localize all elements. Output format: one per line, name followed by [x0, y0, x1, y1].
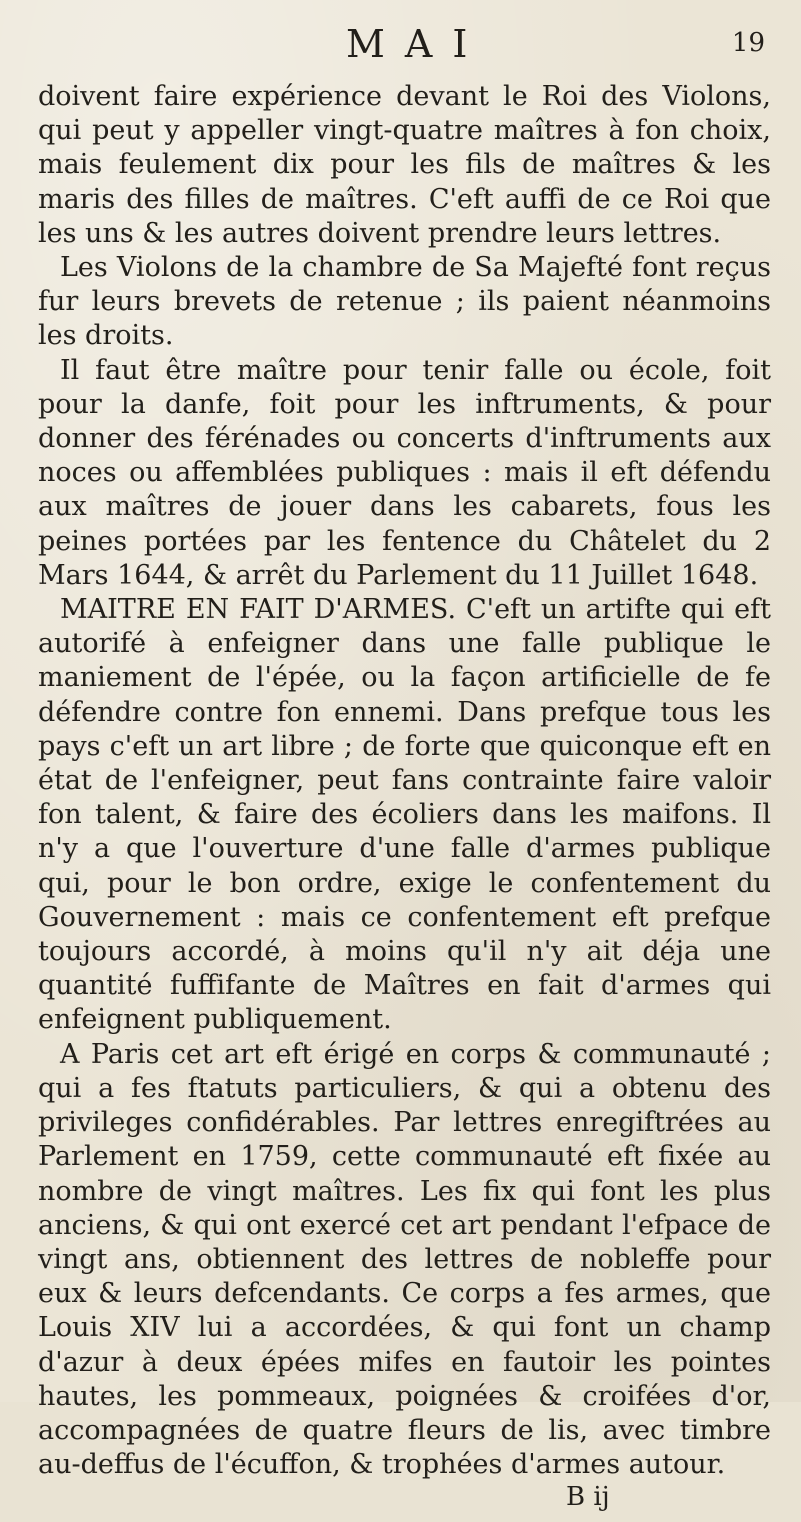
signature-mark: B ij: [566, 1482, 610, 1513]
paragraph-salle-ecole: Il faut être maître pour tenir falle ou école, foit pour la danfe, foit pour les inftruments, & pour donner des férénades ou concerts d'inftruments aux noces ou affemblées publiques : mais il eft défendu aux maîtres de jouer dans les cabarets, fous les peines portées par les fentence du Châtelet du 2 Mars 1644, & arrêt du Parlement du 11 Juillet 1648.: [38, 354, 771, 591]
paragraph-maitre-armes: MAITRE EN FAIT D'ARMES. C'eft un artifte qui eft autorifé à enfeigner dans une falle publique le maniement de l'épée, ou la façon artificielle de fe défendre contre fon ennemi. Dans prefque tous les pays c'eft un art libre ; de forte que quiconque eft en état de l'enfeigner, peut fans contrainte faire valoir fon talent, & faire des écoliers dans les maifons. Il n'y a que l'ouverture d'une falle d'armes publique qui, pour le bon ordre, exige le confentement du Gouvernement : mais ce confentement eft prefque toujours accordé, à moins qu'il n'y ait déja une quantité fuffifante de Maîtres en fait d'armes qui enfeignent publiquement.: [38, 594, 771, 1036]
paragraph-paris-communaute: A Paris cet art eft érigé en corps & communauté ; qui a fes ftatuts particuliers, & qui a obtenu des privileges confidérables. Par lettres enregiftrées au Parlement en 1759, cette communauté eft fixée au nombre de vingt maîtres. Les fix qui font les plus anciens, & qui ont exercé cet art pendant l'efpace de vingt ans, obtiennent des lettres de nobleffe pour eux & leurs defcendants. Ce corps a fes armes, que Louis XIV lui a accordées, & qui font un champ d'azur à deux épées mifes en fautoir les pointes hautes, les pommeaux, poignées & croifées d'or, accompagnées de quatre fleurs de lis, avec timbre au-deffus de l'écuffon, & trophées d'armes autour.: [38, 1038, 771, 1481]
body-text: [38, 80, 771, 1482]
running-head: MAI: [346, 22, 488, 66]
page-header: [38, 18, 771, 80]
paragraph-continuation: doivent faire expérience devant le Roi des Violons, qui peut y appeller vingt-quatre maîtres à fon choix, mais feulement dix pour les fils de maîtres & les maris des filles de maîtres. C'eft auffi de ce Roi que les uns & les autres doivent prendre leurs lettres.: [38, 81, 771, 249]
page-number: 19: [731, 28, 765, 58]
page-footer: [38, 1482, 771, 1522]
paragraph-violons-chambre: Les Violons de la chambre de Sa Majefté font reçus fur leurs brevets de retenue ; ils paient néanmoins les droits.: [38, 252, 771, 352]
